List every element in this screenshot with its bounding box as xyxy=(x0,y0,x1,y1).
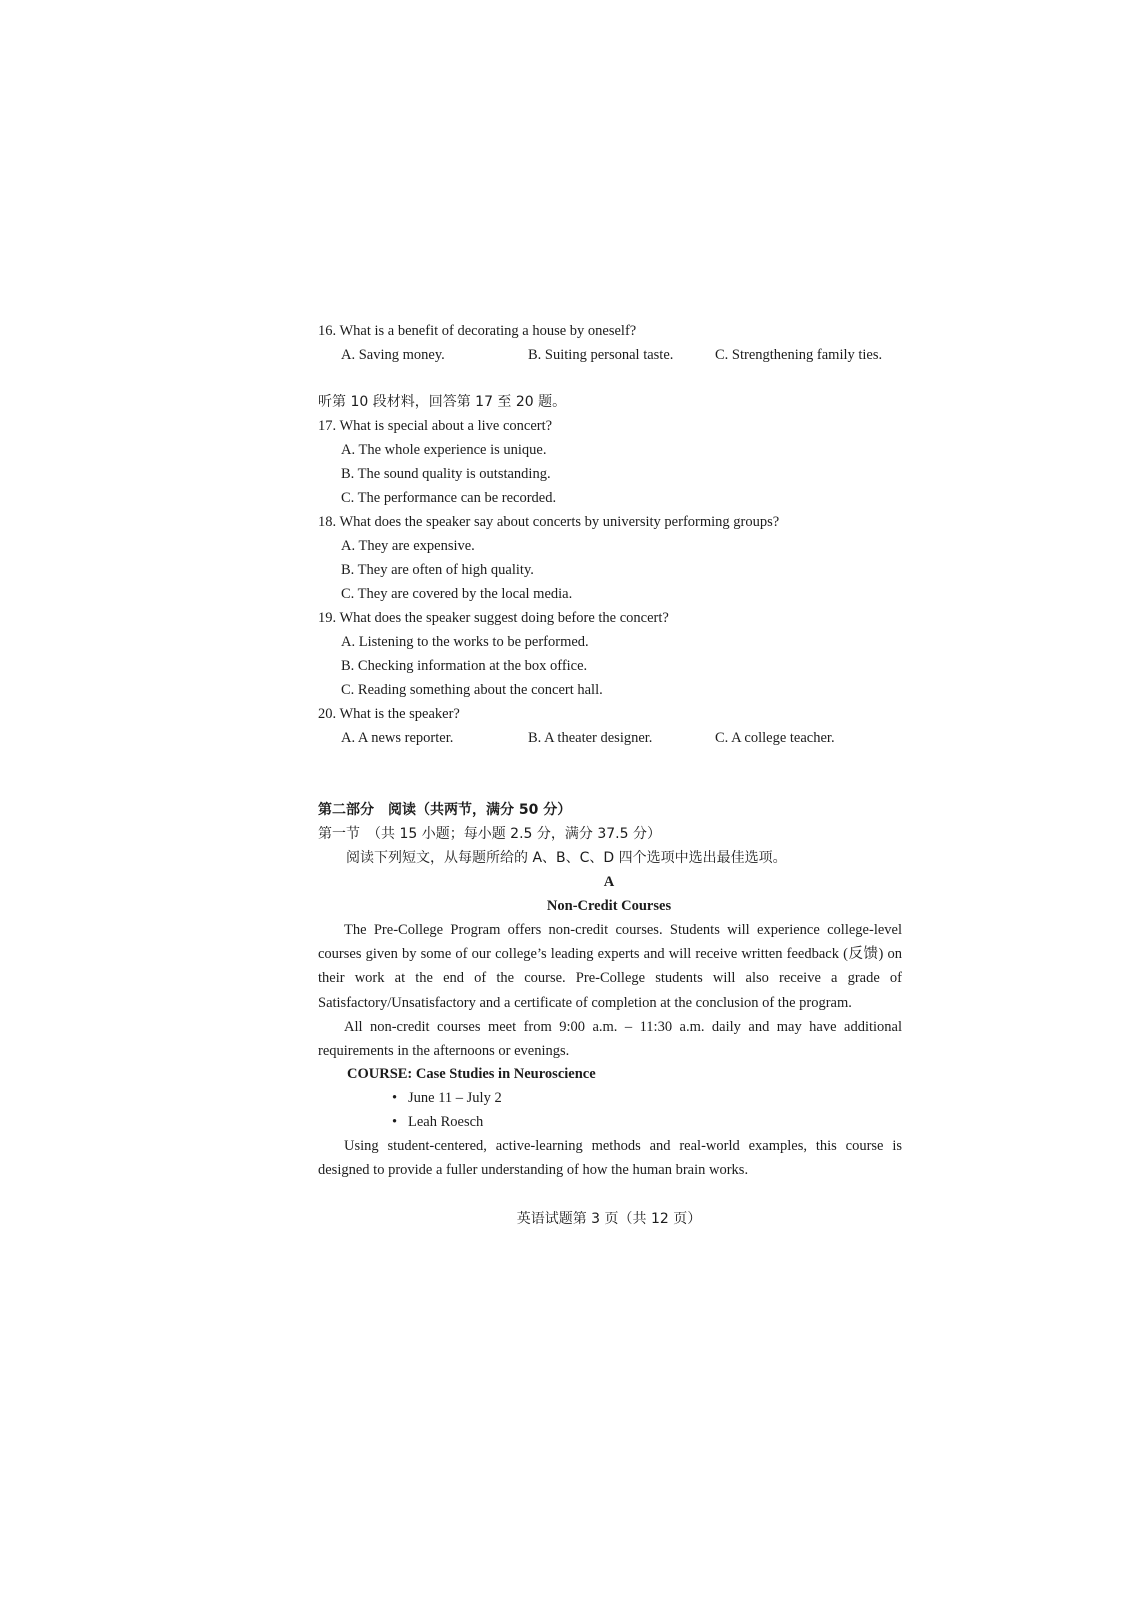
course-date: June 11 – July 2 xyxy=(408,1090,502,1106)
passage-paragraph-2: All non-credit courses meet from 9:00 a.m. – 11:30 a.m. daily and may have additional requirements in the afternoons or evenings. xyxy=(318,1019,902,1060)
passage-letter: A xyxy=(603,874,615,890)
option-19-a: A. Listening to the works to be performed. xyxy=(341,634,589,650)
option-19-b: B. Checking information at the box office. xyxy=(341,658,588,674)
option-20-a: A. A news reporter. xyxy=(341,730,454,746)
question-18: 18. What does the speaker say about concerts by university performing groups? xyxy=(318,514,780,530)
course-instructor: Leah Roesch xyxy=(408,1114,484,1130)
passage-title: Non-Credit Courses xyxy=(546,898,672,914)
reading-instruction: 阅读下列短文，从每题所给的 A、B、C、D 四个选项中选出最佳选项。 xyxy=(346,850,787,866)
course-bullet-instructor xyxy=(392,1112,483,1132)
option-20-b: B. A theater designer. xyxy=(528,730,653,746)
option-16-a: A. Saving money. xyxy=(341,347,445,363)
part-2-title: 第二部分 阅读（共两节，满分 50 分） xyxy=(318,802,572,818)
course-heading: COURSE: Case Studies in Neuroscience xyxy=(347,1066,596,1082)
option-18-c: C. They are covered by the local media. xyxy=(341,586,573,602)
question-16: 16. What is a benefit of decorating a house by oneself? xyxy=(318,323,637,339)
question-17: 17. What is special about a live concert? xyxy=(318,418,553,434)
option-18-b: B. They are often of high quality. xyxy=(341,562,534,578)
passage-paragraph-3: Using student-centered, active-learning methods and real-world examples, this course is designed to provide a fuller understanding of how the human brain works. xyxy=(318,1138,902,1179)
option-17-a: A. The whole experience is unique. xyxy=(341,442,547,458)
course-bullet-date xyxy=(392,1088,502,1108)
passage-paragraph-1: The Pre-College Program offers non-credit courses. Students will experience college-level courses given by some of our college’s leading experts and will receive written feedback (反馈) on their work at the end of the course. Pre-College students will also receive a grade of Satisfactory/Unsatisfactory and a certificate of completion at the conclusion of the program. xyxy=(318,922,902,1011)
option-20-c: C. A college teacher. xyxy=(715,730,835,746)
option-18-a: A. They are expensive. xyxy=(341,538,475,554)
section-1-header: 第一节 （共 15 小题；每小题 2.5 分，满分 37.5 分） xyxy=(318,826,661,842)
bullet-dot-icon: • xyxy=(392,1114,398,1130)
question-19: 19. What does the speaker suggest doing before the concert? xyxy=(318,610,669,626)
option-17-b: B. The sound quality is outstanding. xyxy=(341,466,551,482)
option-17-c: C. The performance can be recorded. xyxy=(341,490,557,506)
page-footer: 英语试题第 3 页（共 12 页） xyxy=(516,1211,702,1227)
section-10-header: 听第 10 段材料，回答第 17 至 20 题。 xyxy=(318,394,567,410)
question-20: 20. What is the speaker? xyxy=(318,706,460,722)
bullet-dot-icon: • xyxy=(392,1090,398,1106)
option-16-b: B. Suiting personal taste. xyxy=(528,347,674,363)
option-16-c: C. Strengthening family ties. xyxy=(715,347,883,363)
option-19-c: C. Reading something about the concert hall. xyxy=(341,682,603,698)
